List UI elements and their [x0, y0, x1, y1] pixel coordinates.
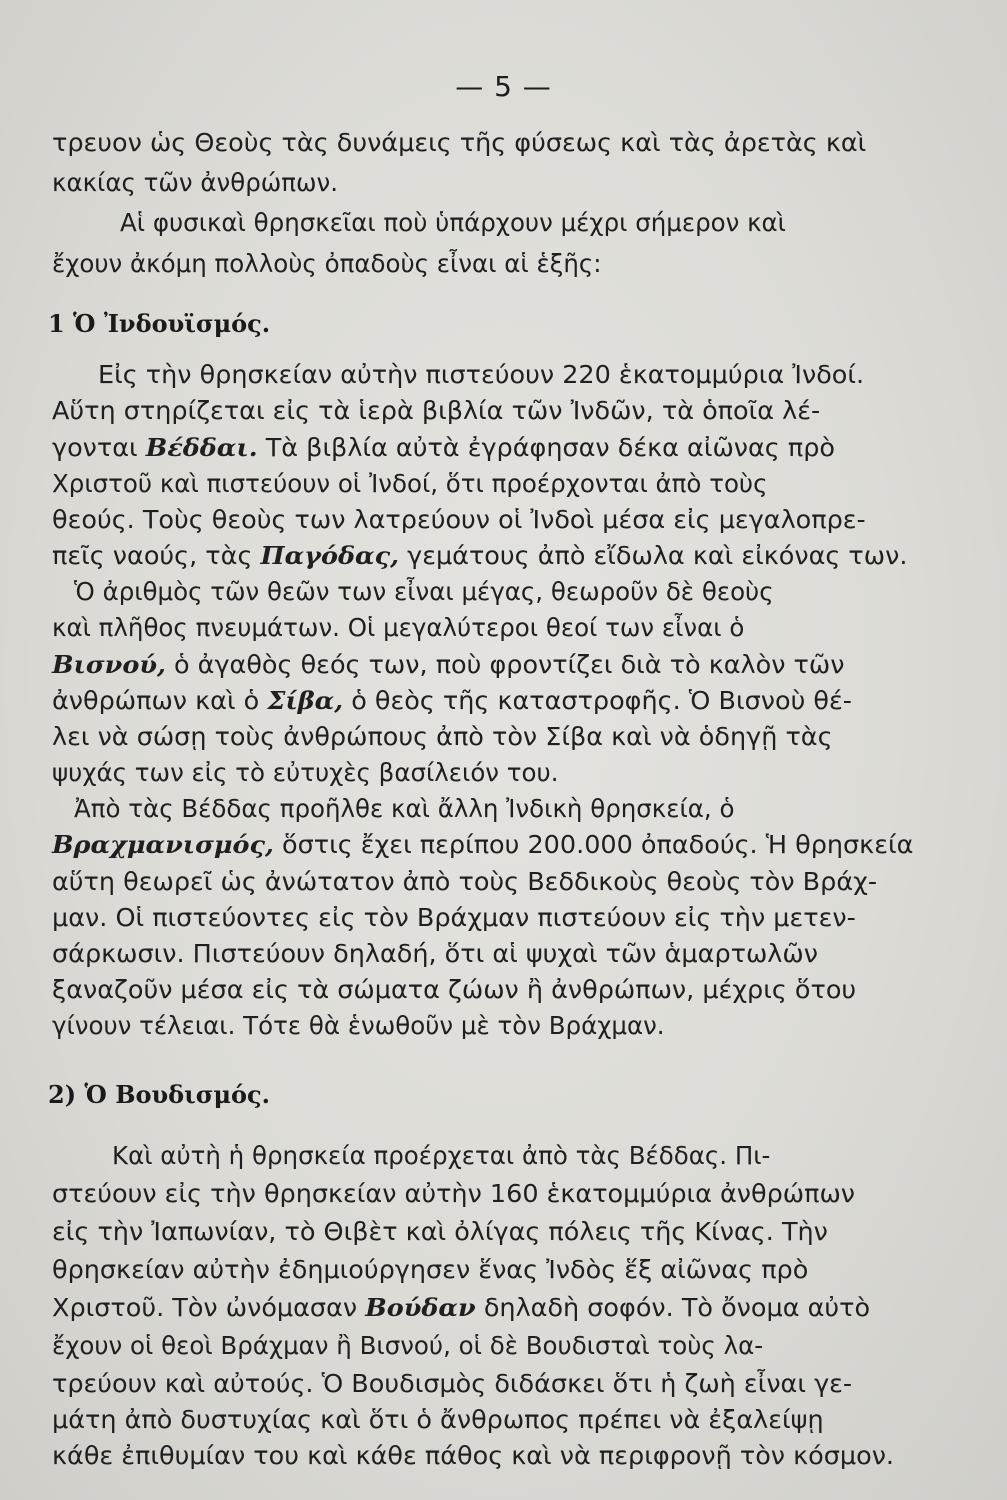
text-line: Ἀπὸ τὰς Βέδδας προῆλθε καὶ ἄλλη Ἰνδικὴ θρησκεία, ὁ	[74, 794, 735, 824]
text-line: Αὕτη στηρίζεται εἰς τὰ ἱερὰ βιβλία τῶν Ἰνδῶν, τὰ ὁποῖα λέ-	[52, 396, 821, 426]
text-line: Εἰς τὴν θρησκείαν αὐτὴν πιστεύουν 220 ἑκατομμύρια Ἰνδοί.	[98, 360, 865, 390]
text-line: τρεύουν καὶ αὐτούς. Ὁ Βουδισμὸς διδάσκει ὅτι ἡ ζωὴ εἶναι γε-	[52, 1369, 853, 1399]
text-line: λει νὰ σώσῃ τοὺς ἀνθρώπους ἀπὸ τὸν Σίβα καὶ νὰ ὁδηγῇ τὰς	[52, 721, 833, 751]
term-boudan: Βούδαν	[365, 1292, 476, 1322]
text-line: κακίας τῶν ἀνθρώπων.	[52, 167, 339, 197]
term-visnou: Βισνού,	[52, 649, 166, 679]
text-line: ἀνθρώπων καὶ ὁ Σίβα, ὁ θεὸς τῆς καταστροφῆς. Ὁ Βισνοὺ θέ-	[52, 685, 852, 715]
text-line: Βραχμανισμός, ὅστις ἔχει περίπου 200.000 ὀπαδούς. Ἡ θρησκεία	[52, 830, 914, 860]
section-heading-hinduism: 1 Ὁ Ἰνδουϊσμός.	[48, 308, 271, 338]
term-pagodas: Παγόδας,	[260, 541, 400, 571]
term-brahmanism: Βραχμανισμός,	[52, 830, 274, 860]
text-line: τρευον ὡς Θεοὺς τὰς δυνάμεις τῆς φύσεως καὶ τὰς ἀρετὰς καὶ	[52, 128, 867, 157]
text-line: Ὁ ἀριθμὸς τῶν θεῶν των εἶναι μέγας, θεωροῦν δὲ θεοὺς	[74, 577, 774, 607]
section-heading-buddhism: 2) Ὁ Βουδισμός.	[48, 1079, 270, 1109]
text-line: Αἱ φυσικαὶ θρησκεῖαι ποὺ ὑπάρχουν μέχρι σήμερον καὶ	[120, 207, 786, 237]
text-line: ἔχουν ἀκόμη πολλοὺς ὀπαδοὺς εἶναι αἱ ἑξῆς:	[52, 248, 602, 278]
term-siva: Σίβα,	[267, 685, 344, 715]
page-number: — 5 —	[455, 70, 552, 103]
text-line: πεῖς ναούς, τὰς Παγόδας, γεμάτους ἀπὸ εἴδωλα καὶ εἰκόνας των.	[52, 541, 908, 571]
text-line: Καὶ αὐτὴ ἡ θρησκεία προέρχεται ἀπὸ τὰς Βέδδας. Πι-	[112, 1140, 771, 1170]
text-line: καὶ πλῆθος πνευμάτων. Οἱ μεγαλύτεροι θεοί των εἶναι ὁ	[52, 613, 745, 643]
text-line: γονται Βέδδαι. Τὰ βιβλία αὐτὰ ἐγράφησαν δέκα αἰῶνας πρὸ	[52, 432, 835, 462]
text-line: γίνουν τέλειαι. Τότε θὰ ἑνωθοῦν μὲ τὸν Βράχμαν.	[52, 1011, 665, 1041]
text-line: Βισνού, ὁ ἀγαθὸς θεός των, ποὺ φροντίζει διὰ τὸ καλὸν τῶν	[52, 649, 845, 679]
text-line: κάθε ἐπιθυμίαν του καὶ κάθε πάθος καὶ νὰ περιφρονῇ τὸν κόσμον.	[52, 1441, 895, 1471]
text-line: ψυχάς των εἰς τὸ εὐτυχὲς βασίλειόν του.	[52, 758, 559, 788]
text-line: ξαναζοῦν μέσα εἰς τὰ σώματα ζώων ἢ ἀνθρώπων, μέχρις ὅτου	[52, 975, 857, 1005]
text-line: Χριστοῦ καὶ πιστεύουν οἱ Ἰνδοί, ὅτι προέρχονται ἀπὸ τοὺς	[52, 468, 768, 498]
text-line: εἰς τὴν Ἰαπωνίαν, τὸ Θιβὲτ καὶ ὀλίγας πόλεις τῆς Κίνας. Τὴν	[52, 1216, 828, 1246]
text-line: θρησκείαν αὐτὴν ἐδημιούργησεν ἕνας Ἰνδὸς ἕξ αἰῶνας πρὸ	[52, 1254, 809, 1284]
text-line: Χριστοῦ. Τὸν ὠνόμασαν Βούδαν δηλαδὴ σοφόν. Τὸ ὄνομα αὐτὸ	[52, 1292, 871, 1322]
term-veddai: Βέδδαι.	[145, 432, 258, 462]
text-line: μάτη ἀπὸ δυστυχίας καὶ ὅτι ὁ ἄνθρωπος πρέπει νὰ ἐξαλείψῃ	[52, 1405, 824, 1435]
text-line: ἔχουν οἱ θεοὶ Βράχμαν ἢ Βισνού, οἱ δὲ Βουδισταὶ τοὺς λα-	[52, 1331, 764, 1361]
text-line: θεούς. Τοὺς θεοὺς των λατρεύουν οἱ Ἰνδοὶ μέσα εἰς μεγαλοπρε-	[52, 504, 866, 534]
text-line: σάρκωσιν. Πιστεύουν δηλαδή, ὅτι αἱ ψυχαὶ τῶν ἁμαρτωλῶν	[52, 938, 818, 968]
text-line: μαν. Οἱ πιστεύοντες εἰς τὸν Βράχμαν πιστεύουν εἰς τὴν μετεν-	[52, 902, 856, 932]
text-line: αὕτη θεωρεῖ ὡς ἀνώτατον ἀπὸ τοὺς Βεδδικοὺς θεοὺς τὸν Βράχ-	[52, 866, 878, 896]
text-line: στεύουν εἰς τὴν θρησκείαν αὐτὴν 160 ἑκατομμύρια ἀνθρώπων	[52, 1178, 856, 1208]
